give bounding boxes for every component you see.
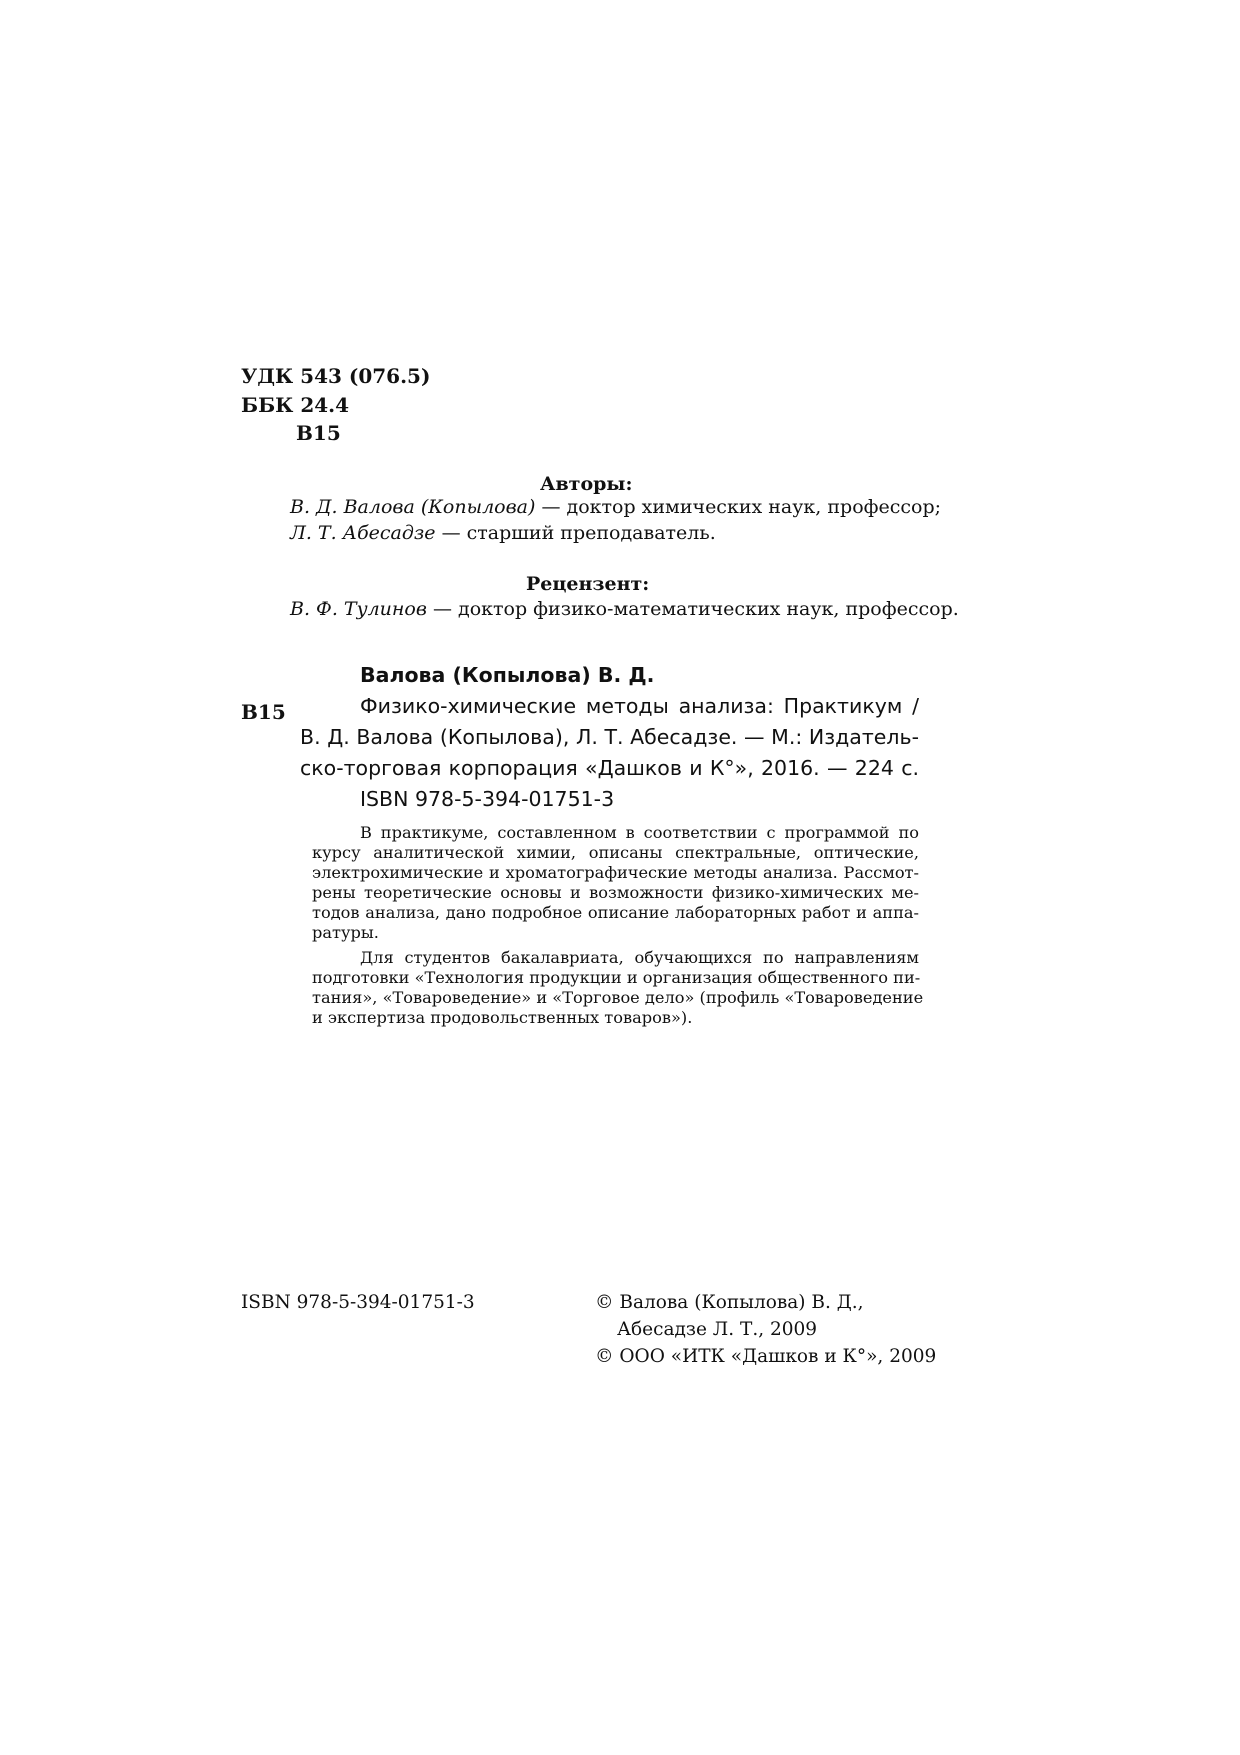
reviewer-name: В. Ф. Тулинов [290,598,427,620]
author-line-1 [290,494,941,521]
author-line-2 [290,520,716,547]
annotation-line-8: подготовки «Технология продукции и организация общественного пи- [312,968,921,987]
copyright-line-3: © ООО «ИТК «Дашков и К°», 2009 [595,1346,937,1367]
author-mark: В15 [296,421,341,445]
authors-heading: Авторы: [540,473,633,495]
annotation-line-6: ратуры. [312,923,379,942]
record-author-mark: В15 [241,700,286,724]
record-heading: Валова (Копылова) В. Д. [360,663,655,687]
annotation-line-5: тодов анализа, дано подробное описание лабораторных работ и аппа- [312,903,919,922]
copyright-line-2: Абесадзе Л. Т., 2009 [617,1319,818,1340]
reviewer-heading: Рецензент: [526,573,650,595]
annotation-line-3: электрохимические и хроматографические методы анализа. Рассмот- [312,863,919,882]
author-role-1: — доктор химических наук, профессор; [535,496,942,518]
reviewer-line [290,596,959,623]
annotation-line-1: В практикуме, составленном в соответствии с программой по [360,823,919,842]
udk-code: УДК 543 (076.5) [241,364,431,388]
imprint-isbn: ISBN 978-5-394-01751-3 [241,1292,475,1313]
annotation-line-2: курсу аналитической химии, описаны спектральные, оптические, [312,843,919,862]
record-isbn: ISBN 978-5-394-01751-3 [360,787,615,811]
record-line-1: Физико-химические методы анализа: Практикум / [360,694,919,718]
author-role-2: — старший преподаватель. [435,522,716,544]
record-line-2: В. Д. Валова (Копылова), Л. Т. Абесадзе. — М.: Издатель- [300,725,919,749]
author-name-2: Л. Т. Абесадзе [290,522,436,544]
author-name-1: В. Д. Валова (Копылова) [290,496,536,518]
annotation-line-7: Для студентов бакалавриата, обучающихся по направлениям [360,948,919,967]
record-line-3: ско-торговая корпорация «Дашков и К°», 2016. — 224 с. [300,756,919,780]
annotation-line-10: и экспертиза продовольственных товаров»). [312,1008,693,1027]
annotation-line-4: рены теоретические основы и возможности физико-химических ме- [312,883,919,902]
reviewer-role: — доктор физико-математических наук, профессор. [426,598,959,620]
copyright-line-1: © Валова (Копылова) В. Д., [595,1292,864,1313]
annotation-line-9: тания», «Товароведение» и «Торговое дело» (профиль «Товароведение [312,988,924,1007]
bbk-code: ББК 24.4 [241,393,350,417]
